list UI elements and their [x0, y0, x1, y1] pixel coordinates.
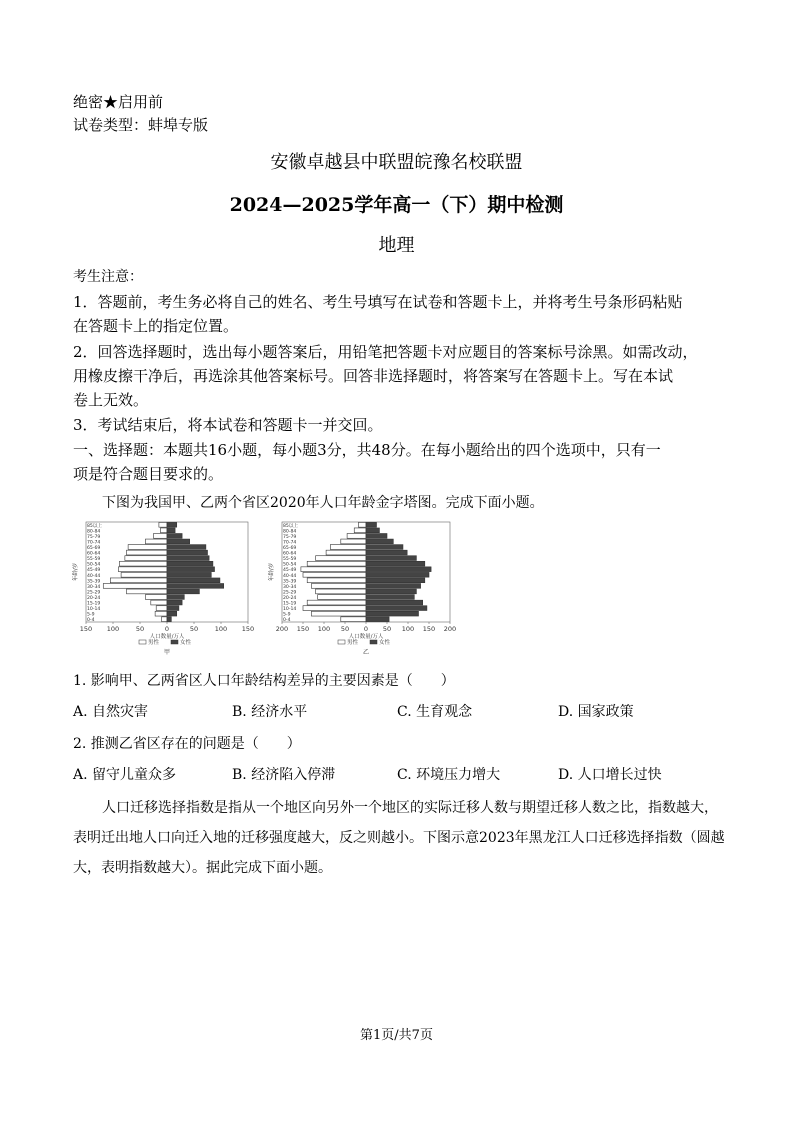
age-tick-label: 50-54: [87, 562, 101, 568]
exam-title: 2024—2025学年高一（下）期中检测: [229, 194, 564, 216]
bar-male: [151, 600, 167, 605]
legend-swatch-male: [338, 640, 345, 644]
age-tick-label: 10-14: [87, 607, 101, 613]
bar-male: [159, 522, 167, 527]
age-tick-label: 45-49: [283, 568, 297, 574]
age-tick-label: 75-79: [283, 534, 297, 540]
age-tick-label: 70-74: [87, 540, 101, 546]
bar-female: [366, 611, 419, 616]
bar-male: [354, 528, 366, 533]
notice-item-1-cont: 在答题卡上的指定位置。: [73, 317, 239, 335]
age-tick-label: 15-19: [87, 601, 101, 607]
legend-label-male: 男性: [148, 640, 160, 646]
x-tick-label: 0: [363, 625, 369, 633]
bar-male: [347, 534, 366, 539]
age-tick-label: 0-4: [283, 618, 291, 624]
bar-female: [167, 556, 209, 561]
age-tick-label: 80-84: [87, 529, 101, 535]
bar-female: [366, 589, 416, 594]
q2-option-a[interactable]: A. 留守儿童众多: [73, 767, 177, 783]
q2-option-d[interactable]: D. 人口增长过快: [558, 767, 662, 783]
bar-male: [341, 617, 366, 622]
bar-female: [366, 617, 389, 622]
exam-organizer: 安徽卓越县中联盟皖豫名校联盟: [270, 152, 523, 173]
bar-male: [145, 539, 167, 544]
section-heading: 一、选择题：本题共16小题，每小题3分，共48分。在每小题给出的四个选项中，只有一: [73, 441, 661, 459]
pyramid-figure: [72, 518, 462, 658]
y-axis-label: 年龄/岁: [269, 562, 275, 582]
age-tick-label: 65-69: [87, 545, 101, 551]
age-tick-label: 55-59: [283, 557, 297, 563]
bar-female: [167, 567, 215, 572]
bar-female: [167, 606, 179, 611]
bar-male: [303, 572, 366, 577]
age-tick-label: 25-29: [87, 590, 101, 596]
notice-item-2-end: 卷上无效。: [73, 391, 149, 409]
bar-male: [155, 611, 167, 616]
bar-female: [167, 561, 213, 566]
age-tick-label: 55-59: [87, 557, 101, 563]
x-tick-label: 200: [443, 625, 457, 633]
legend-swatch-female: [171, 640, 178, 644]
notice-heading: 考生注意：: [73, 269, 143, 285]
bar-male: [316, 589, 366, 594]
bar-female: [366, 545, 403, 550]
bar-female: [167, 528, 175, 533]
age-tick-label: 10-14: [283, 607, 297, 613]
bar-male: [128, 545, 167, 550]
bar-female: [366, 522, 377, 527]
age-tick-label: 85以上: [283, 523, 299, 529]
x-tick-label: 150: [296, 625, 310, 633]
legend-label-female: 女性: [379, 640, 391, 646]
page-number: 第1页/共7页: [360, 1028, 433, 1043]
bar-male: [358, 522, 366, 527]
legend-label-male: 男性: [347, 640, 359, 646]
age-tick-label: 80-84: [283, 529, 297, 535]
bar-male: [326, 550, 366, 555]
x-tick-label: 150: [422, 625, 436, 633]
x-tick-label: 100: [214, 625, 228, 633]
bar-male: [307, 578, 366, 583]
bar-female: [366, 584, 421, 589]
pyramid-jia: [72, 522, 254, 656]
age-tick-label: 0-4: [87, 618, 95, 624]
age-tick-label: 30-34: [87, 584, 101, 590]
bar-female: [366, 534, 387, 539]
notice-item-1: 1．答题前，考生务必将自己的姓名、考生号填写在试卷和答题卡上，并将考生号条形码粘贴: [73, 293, 683, 311]
age-tick-label: 60-64: [87, 551, 101, 557]
bar-male: [316, 556, 366, 561]
bar-male: [127, 550, 168, 555]
age-tick-label: 5-9: [283, 612, 291, 618]
bar-male: [119, 561, 167, 566]
age-tick-label: 75-79: [87, 534, 101, 540]
q2-option-b[interactable]: B. 经济陷入停滞: [232, 767, 336, 783]
age-tick-label: 60-64: [283, 551, 297, 557]
bar-female: [366, 550, 407, 555]
x-tick-label: 100: [317, 625, 331, 633]
bar-male: [145, 595, 167, 600]
notice-item-2-cont: 用橡皮擦干净后，再选涂其他答案标号。回答非选择题时，将答案写在答题卡上。写在本试: [73, 367, 674, 385]
bar-female: [167, 545, 206, 550]
bar-male: [121, 572, 167, 577]
age-tick-label: 40-44: [283, 573, 297, 579]
x-tick-label: 50: [189, 625, 199, 633]
bar-male: [303, 606, 366, 611]
bar-male: [156, 606, 167, 611]
bar-male: [127, 589, 168, 594]
bar-male: [341, 539, 366, 544]
intro-migration-cont: 表明迁出地人口向迁入地的迁移强度越大，反之则越小。下图示意2023年黑龙江人口迁移选择指数（圆越: [73, 830, 725, 846]
bar-male: [161, 528, 167, 533]
notice-item-3: 3．考试结束后，将本试卷和答题卡一并交回。: [73, 416, 383, 434]
bar-female: [366, 606, 427, 611]
bar-male: [162, 617, 167, 622]
bar-female: [167, 600, 182, 605]
age-tick-label: 85以上: [87, 523, 103, 529]
panel-label: 乙: [362, 649, 370, 656]
bar-female: [167, 578, 220, 583]
bar-female: [167, 617, 171, 622]
intro-pyramid: 下图为我国甲、乙两个省区2020年人口年龄金字塔图。完成下面小题。: [102, 495, 544, 511]
bar-female: [366, 567, 431, 572]
bar-female: [167, 584, 224, 589]
secret-mark: 绝密★启用前: [73, 93, 164, 111]
section-heading-cont: 项是符合题目要求的。: [73, 465, 224, 483]
bar-female: [167, 534, 182, 539]
bar-female: [167, 572, 211, 577]
x-tick-label: 150: [241, 625, 255, 633]
bar-female: [366, 595, 414, 600]
bar-male: [318, 595, 366, 600]
intro-migration-end: 大，表明指数越大）。据此完成下面小题。: [73, 860, 332, 876]
legend-label-female: 女性: [180, 640, 192, 646]
age-tick-label: 35-39: [283, 579, 297, 585]
bar-male: [311, 584, 366, 589]
bar-male: [301, 567, 366, 572]
bar-female: [167, 550, 208, 555]
paper-type: 试卷类型：蚌埠专版: [73, 116, 209, 134]
x-tick-label: 50: [382, 625, 392, 633]
bar-female: [167, 539, 190, 544]
age-tick-label: 5-9: [87, 612, 95, 618]
x-axis-label: 人口数量/万人: [348, 634, 384, 640]
x-axis-label: 人口数量/万人: [149, 634, 185, 640]
pyramid-yi: [267, 522, 456, 656]
intro-migration: 人口迁移选择指数是指从一个地区向另外一个地区的实际迁移人数与期望迁移人数之比，指数越大，: [102, 800, 718, 816]
x-tick-label: 100: [106, 625, 120, 633]
age-tick-label: 45-49: [87, 568, 101, 574]
bar-male: [330, 545, 366, 550]
q1-option-d[interactable]: D. 国家政策: [558, 704, 634, 720]
bar-male: [311, 611, 366, 616]
bar-female: [366, 539, 393, 544]
q1-option-b[interactable]: B. 经济水平: [232, 704, 308, 720]
bar-female: [167, 589, 199, 594]
bar-male: [118, 567, 167, 572]
y-axis-label: 年龄/岁: [73, 562, 79, 582]
bar-female: [366, 600, 423, 605]
age-tick-label: 70-74: [283, 540, 297, 546]
bar-male: [103, 584, 167, 589]
bar-male: [307, 600, 366, 605]
q2-stem: 2. 推测乙省区存在的问题是（ ）: [73, 736, 301, 752]
age-tick-label: 65-69: [283, 545, 297, 551]
notice-item-2: 2．回答选择题时，选出每小题答案后，用铅笔把答题卡对应题目的答案标号涂黑。如需改动，: [73, 343, 698, 361]
bar-female: [366, 528, 379, 533]
legend-swatch-female: [370, 640, 377, 644]
bar-female: [366, 556, 416, 561]
x-tick-label: 100: [401, 625, 415, 633]
age-tick-label: 20-24: [87, 595, 101, 601]
bar-female: [167, 595, 184, 600]
panel-label: 甲: [163, 649, 171, 656]
x-tick-label: 0: [164, 625, 170, 633]
bar-female: [366, 561, 425, 566]
bar-female: [167, 611, 177, 616]
x-tick-label: 150: [79, 625, 93, 633]
x-tick-label: 200: [275, 625, 289, 633]
bar-female: [167, 522, 177, 527]
age-tick-label: 50-54: [283, 562, 297, 568]
bar-female: [366, 572, 429, 577]
subject-title: 地理: [378, 235, 415, 256]
x-tick-label: 50: [340, 625, 350, 633]
age-tick-label: 20-24: [283, 595, 297, 601]
q1-option-a[interactable]: A. 自然灾害: [73, 704, 149, 720]
legend-swatch-male: [139, 640, 146, 644]
q2-option-c[interactable]: C. 环境压力增大: [397, 767, 501, 783]
age-tick-label: 15-19: [283, 601, 297, 607]
age-tick-label: 25-29: [283, 590, 297, 596]
age-tick-label: 30-34: [283, 584, 297, 590]
bar-female: [366, 578, 425, 583]
bar-male: [110, 578, 167, 583]
age-tick-label: 40-44: [87, 573, 101, 579]
age-tick-label: 35-39: [87, 579, 101, 585]
bar-male: [154, 534, 168, 539]
q1-option-c[interactable]: C. 生育观念: [397, 704, 473, 720]
bar-male: [125, 556, 167, 561]
q1-stem: 1. 影响甲、乙两省区人口年龄结构差异的主要因素是（ ）: [73, 673, 455, 689]
x-tick-label: 50: [135, 625, 145, 633]
bar-male: [307, 561, 366, 566]
